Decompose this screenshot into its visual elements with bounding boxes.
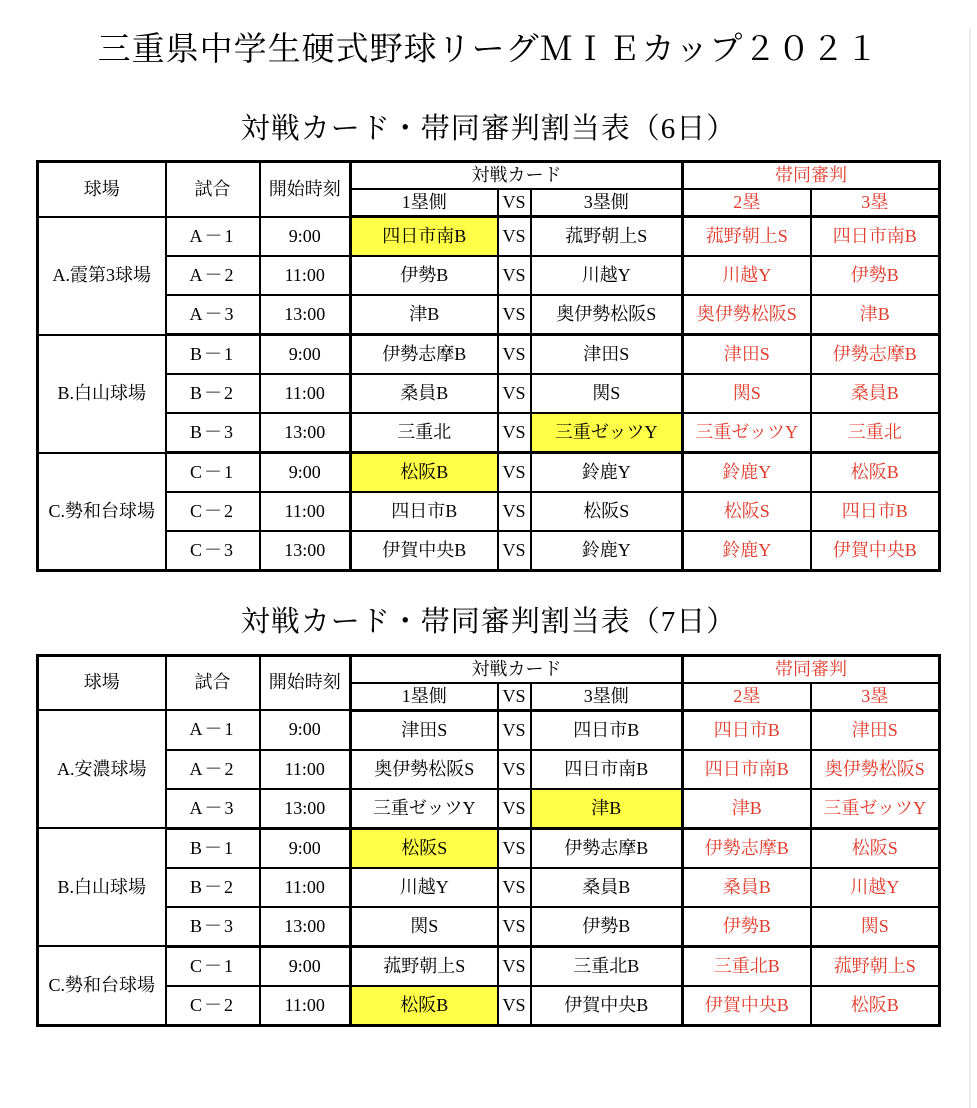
- match-cell: B－2: [166, 868, 260, 907]
- away-team-cell: 三重北B: [531, 946, 683, 986]
- umpire-2b-cell: 四日市B: [683, 710, 811, 750]
- time-cell: 9:00: [260, 710, 351, 750]
- time-cell: 13:00: [260, 531, 351, 571]
- vs-cell: VS: [498, 868, 531, 907]
- away-team-cell: 松阪S: [531, 492, 683, 531]
- time-cell: 9:00: [260, 217, 351, 257]
- time-cell: 11:00: [260, 986, 351, 1026]
- umpire-2b-cell: 三重ゼッツY: [683, 413, 811, 453]
- header-first-base-side: 1塁側: [351, 189, 498, 217]
- match-cell: A－3: [166, 295, 260, 335]
- vs-cell: VS: [498, 413, 531, 453]
- match-cell: C－2: [166, 492, 260, 531]
- away-team-cell: 伊勢B: [531, 907, 683, 947]
- stadium-cell: C.勢和台球場: [38, 453, 166, 571]
- home-team-cell: 津田S: [351, 710, 498, 750]
- table-row: [38, 217, 940, 257]
- header-umpire-3b: 3塁: [811, 683, 940, 711]
- umpire-2b-cell: 奥伊勢松阪S: [683, 295, 811, 335]
- time-cell: 13:00: [260, 413, 351, 453]
- time-cell: 13:00: [260, 295, 351, 335]
- time-cell: 13:00: [260, 789, 351, 829]
- home-team-cell: 伊勢志摩B: [351, 335, 498, 375]
- vs-cell: VS: [498, 828, 531, 868]
- table-row: [38, 453, 940, 493]
- schedule-table-day7: [36, 654, 941, 1027]
- umpire-2b-cell: 鈴鹿Y: [683, 531, 811, 571]
- time-cell: 9:00: [260, 453, 351, 493]
- vs-cell: VS: [498, 946, 531, 986]
- vs-cell: VS: [498, 374, 531, 413]
- header-stadium: 球場: [38, 655, 166, 710]
- match-cell: B－3: [166, 413, 260, 453]
- umpire-3b-cell: 桑員B: [811, 374, 940, 413]
- header-match-card: 対戦カード: [351, 162, 683, 190]
- umpire-2b-cell: 伊勢B: [683, 907, 811, 947]
- page-right-edge-line: [969, 28, 971, 1108]
- vs-cell: VS: [498, 453, 531, 493]
- table-row: [38, 907, 940, 947]
- umpire-2b-cell: 四日市南B: [683, 750, 811, 789]
- home-team-cell: 桑員B: [351, 374, 498, 413]
- match-cell: C－2: [166, 986, 260, 1026]
- home-team-cell: 川越Y: [351, 868, 498, 907]
- umpire-3b-cell: 津B: [811, 295, 940, 335]
- time-cell: 11:00: [260, 492, 351, 531]
- header-umpire-2b: 2塁: [683, 189, 811, 217]
- match-cell: A－2: [166, 750, 260, 789]
- table-row: [38, 750, 940, 789]
- umpire-3b-cell: 四日市南B: [811, 217, 940, 257]
- umpire-3b-cell: 伊賀中央B: [811, 531, 940, 571]
- table-2-title: 対戦カード・帯同審判割当表（7日）: [240, 606, 737, 639]
- header-first-base-side: 1塁側: [351, 683, 498, 711]
- umpire-2b-cell: 津B: [683, 789, 811, 829]
- away-team-cell: 鈴鹿Y: [531, 531, 683, 571]
- away-team-cell: 伊勢志摩B: [531, 828, 683, 868]
- umpire-3b-cell: 奥伊勢松阪S: [811, 750, 940, 789]
- home-team-cell: 菰野朝上S: [351, 946, 498, 986]
- schedule-table-day6: [36, 160, 941, 572]
- match-cell: A－1: [166, 710, 260, 750]
- umpire-2b-cell: 松阪S: [683, 492, 811, 531]
- umpire-3b-cell: 川越Y: [811, 868, 940, 907]
- vs-cell: VS: [498, 335, 531, 375]
- match-cell: B－3: [166, 907, 260, 947]
- time-cell: 9:00: [260, 335, 351, 375]
- header-third-base-side: 3塁側: [531, 683, 683, 711]
- time-cell: 13:00: [260, 907, 351, 947]
- umpire-3b-cell: 松阪S: [811, 828, 940, 868]
- umpire-2b-cell: 津田S: [683, 335, 811, 375]
- umpire-3b-cell: 関S: [811, 907, 940, 947]
- time-cell: 9:00: [260, 946, 351, 986]
- away-team-cell: 津B: [531, 789, 683, 829]
- vs-cell: VS: [498, 256, 531, 295]
- umpire-3b-cell: 松阪B: [811, 986, 940, 1026]
- stadium-cell: B.白山球場: [38, 335, 166, 453]
- stadium-cell: A.霞第3球場: [38, 217, 166, 335]
- away-team-cell: 津田S: [531, 335, 683, 375]
- away-team-cell: 四日市B: [531, 710, 683, 750]
- time-cell: 11:00: [260, 256, 351, 295]
- header-umpire-2b: 2塁: [683, 683, 811, 711]
- header-umpires: 帯同審判: [683, 655, 940, 683]
- match-cell: C－3: [166, 531, 260, 571]
- away-team-cell: 桑員B: [531, 868, 683, 907]
- table-row: [38, 946, 940, 986]
- umpire-2b-cell: 桑員B: [683, 868, 811, 907]
- stadium-cell: A.安濃球場: [38, 710, 166, 828]
- header-match: 試合: [166, 655, 260, 710]
- time-cell: 9:00: [260, 828, 351, 868]
- umpire-3b-cell: 伊勢志摩B: [811, 335, 940, 375]
- umpire-2b-cell: 川越Y: [683, 256, 811, 295]
- umpire-3b-cell: 津田S: [811, 710, 940, 750]
- vs-cell: VS: [498, 789, 531, 829]
- away-team-cell: 三重ゼッツY: [531, 413, 683, 453]
- page-title: 三重県中学生硬式野球リーグＭＩＥカップ２０２１: [97, 32, 880, 68]
- match-cell: A－1: [166, 217, 260, 257]
- table-row: [38, 986, 940, 1026]
- header-third-base-side: 3塁側: [531, 189, 683, 217]
- table-row: [38, 531, 940, 571]
- time-cell: 11:00: [260, 868, 351, 907]
- table-row: [38, 413, 940, 453]
- umpire-3b-cell: 三重ゼッツY: [811, 789, 940, 829]
- match-cell: B－1: [166, 828, 260, 868]
- umpire-2b-cell: 関S: [683, 374, 811, 413]
- umpire-3b-cell: 四日市B: [811, 492, 940, 531]
- home-team-cell: 松阪B: [351, 453, 498, 493]
- away-team-cell: 菰野朝上S: [531, 217, 683, 257]
- home-team-cell: 三重北: [351, 413, 498, 453]
- umpire-2b-cell: 菰野朝上S: [683, 217, 811, 257]
- away-team-cell: 鈴鹿Y: [531, 453, 683, 493]
- home-team-cell: 四日市B: [351, 492, 498, 531]
- umpire-2b-cell: 鈴鹿Y: [683, 453, 811, 493]
- table-row: [38, 335, 940, 375]
- away-team-cell: 奥伊勢松阪S: [531, 295, 683, 335]
- table-1-title: 対戦カード・帯同審判割当表（6日）: [240, 112, 737, 145]
- vs-cell: VS: [498, 217, 531, 257]
- home-team-cell: 奥伊勢松阪S: [351, 750, 498, 789]
- match-cell: A－2: [166, 256, 260, 295]
- vs-cell: VS: [498, 750, 531, 789]
- away-team-cell: 関S: [531, 374, 683, 413]
- umpire-3b-cell: 菰野朝上S: [811, 946, 940, 986]
- vs-cell: VS: [498, 492, 531, 531]
- header-vs: VS: [498, 189, 531, 217]
- table-row: [38, 828, 940, 868]
- match-cell: A－3: [166, 789, 260, 829]
- home-team-cell: 伊賀中央B: [351, 531, 498, 571]
- header-stadium: 球場: [38, 162, 166, 217]
- away-team-cell: 川越Y: [531, 256, 683, 295]
- umpire-2b-cell: 三重北B: [683, 946, 811, 986]
- header-match-card: 対戦カード: [351, 655, 683, 683]
- header-match: 試合: [166, 162, 260, 217]
- away-team-cell: 伊賀中央B: [531, 986, 683, 1026]
- vs-cell: VS: [498, 295, 531, 335]
- table-row: [38, 256, 940, 295]
- table-row: [38, 492, 940, 531]
- match-cell: B－1: [166, 335, 260, 375]
- umpire-2b-cell: 伊賀中央B: [683, 986, 811, 1026]
- header-umpire-3b: 3塁: [811, 189, 940, 217]
- match-cell: C－1: [166, 946, 260, 986]
- header-umpires: 帯同審判: [683, 162, 940, 190]
- table-row: [38, 710, 940, 750]
- table-row: [38, 295, 940, 335]
- time-cell: 11:00: [260, 750, 351, 789]
- table-row: [38, 374, 940, 413]
- home-team-cell: 松阪B: [351, 986, 498, 1026]
- match-cell: B－2: [166, 374, 260, 413]
- time-cell: 11:00: [260, 374, 351, 413]
- stadium-cell: B.白山球場: [38, 828, 166, 946]
- home-team-cell: 関S: [351, 907, 498, 947]
- home-team-cell: 伊勢B: [351, 256, 498, 295]
- vs-cell: VS: [498, 531, 531, 571]
- umpire-2b-cell: 伊勢志摩B: [683, 828, 811, 868]
- umpire-3b-cell: 松阪B: [811, 453, 940, 493]
- vs-cell: VS: [498, 986, 531, 1026]
- home-team-cell: 津B: [351, 295, 498, 335]
- table-row: [38, 868, 940, 907]
- away-team-cell: 四日市南B: [531, 750, 683, 789]
- umpire-3b-cell: 三重北: [811, 413, 940, 453]
- vs-cell: VS: [498, 710, 531, 750]
- home-team-cell: 四日市南B: [351, 217, 498, 257]
- stadium-cell: C.勢和台球場: [38, 946, 166, 1025]
- match-cell: C－1: [166, 453, 260, 493]
- vs-cell: VS: [498, 907, 531, 947]
- header-vs: VS: [498, 683, 531, 711]
- header-start-time: 開始時刻: [260, 655, 351, 710]
- umpire-3b-cell: 伊勢B: [811, 256, 940, 295]
- home-team-cell: 松阪S: [351, 828, 498, 868]
- home-team-cell: 三重ゼッツY: [351, 789, 498, 829]
- table-row: [38, 789, 940, 829]
- header-start-time: 開始時刻: [260, 162, 351, 217]
